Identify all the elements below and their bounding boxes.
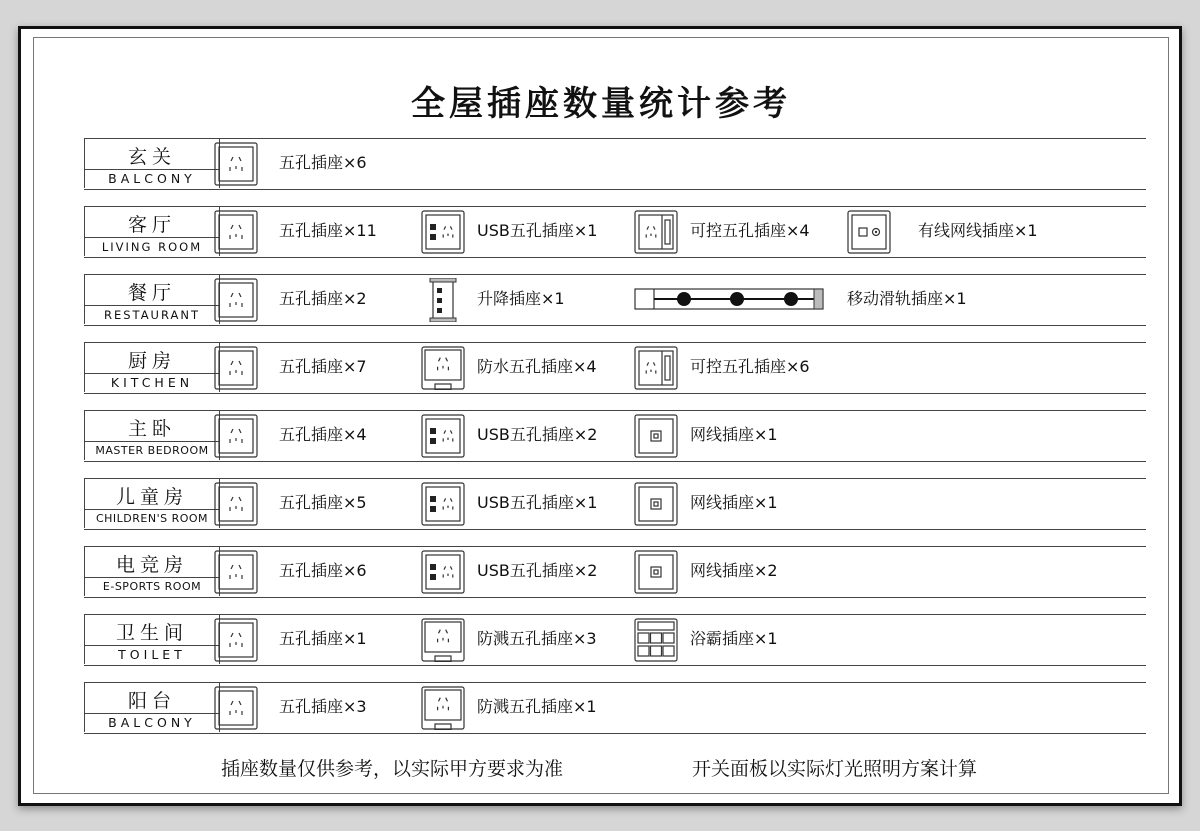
row-divider	[84, 325, 1146, 326]
socket-label: 网线插座×2	[690, 561, 778, 580]
room-name-cn: 卫生间	[115, 622, 188, 644]
five-hole-socket-icon	[214, 278, 258, 322]
room-name-en: BALCONY	[85, 169, 219, 189]
switched-five-hole-socket-icon	[634, 346, 678, 390]
room-label-box	[84, 342, 220, 392]
socket-label: USB五孔插座×1	[477, 221, 598, 240]
waterproof-socket-icon	[421, 346, 465, 390]
usb-five-hole-socket-icon	[421, 210, 465, 254]
room-name-cn: 主卧	[127, 418, 176, 440]
track-socket-icon	[634, 284, 824, 314]
room-name-en: MASTER BEDROOM	[85, 441, 219, 461]
room-row	[84, 342, 1146, 394]
room-label-box	[84, 546, 220, 596]
room-row	[84, 410, 1146, 462]
network-socket-icon	[634, 414, 678, 458]
tv-network-socket-icon	[847, 210, 891, 254]
room-row	[84, 138, 1146, 190]
room-name-cn: 儿童房	[115, 486, 188, 508]
row-divider	[84, 478, 1146, 479]
document-sheet	[18, 26, 1182, 806]
socket-label: 五孔插座×6	[279, 153, 367, 172]
socket-label: USB五孔插座×2	[477, 561, 598, 580]
room-name-en: BALCONY	[85, 713, 219, 733]
room-label-box	[84, 682, 220, 732]
socket-label: 五孔插座×3	[279, 697, 367, 716]
row-divider	[84, 393, 1146, 394]
room-name-cn: 玄关	[127, 146, 176, 168]
socket-label: 可控五孔插座×6	[690, 357, 810, 376]
switched-five-hole-socket-icon	[634, 210, 678, 254]
socket-label: 有线网线插座×1	[918, 221, 1038, 240]
row-divider	[84, 189, 1146, 190]
room-label-box	[84, 410, 220, 460]
room-label-box	[84, 206, 220, 256]
room-name-en: E-SPORTS ROOM	[85, 577, 219, 597]
socket-label: 五孔插座×5	[279, 493, 367, 512]
row-divider	[84, 614, 1146, 615]
row-divider	[84, 546, 1146, 547]
room-name-cn: 电竞房	[115, 554, 188, 576]
usb-five-hole-socket-icon	[421, 414, 465, 458]
socket-label: 五孔插座×1	[279, 629, 367, 648]
socket-label: 五孔插座×2	[279, 289, 367, 308]
socket-label: 五孔插座×4	[279, 425, 367, 444]
row-divider	[84, 138, 1146, 139]
row-divider	[84, 665, 1146, 666]
room-row	[84, 478, 1146, 530]
room-row	[84, 614, 1146, 666]
room-row	[84, 206, 1146, 258]
network-socket-icon	[634, 550, 678, 594]
room-row	[84, 274, 1146, 326]
usb-five-hole-socket-icon	[421, 550, 465, 594]
socket-label: 升降插座×1	[477, 289, 565, 308]
room-label-box	[84, 274, 220, 324]
splashproof-socket-icon	[421, 618, 465, 662]
socket-label: 网线插座×1	[690, 493, 778, 512]
splashproof-socket-icon	[421, 686, 465, 730]
row-divider	[84, 257, 1146, 258]
socket-label: USB五孔插座×2	[477, 425, 598, 444]
room-name-cn: 客厅	[127, 214, 176, 236]
socket-label: 五孔插座×11	[279, 221, 377, 240]
socket-label: 移动滑轨插座×1	[847, 289, 967, 308]
room-name-en: CHILDREN'S ROOM	[85, 509, 219, 529]
five-hole-socket-icon	[214, 482, 258, 526]
room-name-en: LIVING ROOM	[85, 237, 219, 257]
row-divider	[84, 597, 1146, 598]
page-title: 全屋插座数量统计参考	[411, 84, 791, 124]
row-divider	[84, 410, 1146, 411]
note-left: 插座数量仅供参考，以实际甲方要求为准	[221, 758, 564, 780]
room-row	[84, 546, 1146, 598]
row-divider	[84, 342, 1146, 343]
socket-label: 防水五孔插座×4	[477, 357, 597, 376]
bath-heater-panel-icon	[634, 618, 678, 662]
socket-label: 五孔插座×7	[279, 357, 367, 376]
room-name-cn: 阳台	[127, 690, 176, 712]
row-divider	[84, 461, 1146, 462]
socket-label: 防溅五孔插座×1	[477, 697, 597, 716]
note-right: 开关面板以实际灯光照明方案计算	[692, 758, 978, 780]
room-name-cn: 厨房	[127, 350, 176, 372]
room-name-en: RESTAURANT	[85, 305, 219, 325]
room-label-box	[84, 478, 220, 528]
pop-up-socket-icon	[421, 278, 465, 322]
document-frame	[33, 37, 1169, 794]
five-hole-socket-icon	[214, 686, 258, 730]
socket-label: 网线插座×1	[690, 425, 778, 444]
room-name-en: TOILET	[85, 645, 219, 665]
socket-label: USB五孔插座×1	[477, 493, 598, 512]
socket-label: 五孔插座×6	[279, 561, 367, 580]
row-divider	[84, 529, 1146, 530]
socket-label: 防溅五孔插座×3	[477, 629, 597, 648]
row-divider	[84, 682, 1146, 683]
room-name-en: KITCHEN	[85, 373, 219, 393]
usb-five-hole-socket-icon	[421, 482, 465, 526]
network-socket-icon	[634, 482, 678, 526]
room-name-cn: 餐厅	[127, 282, 176, 304]
row-divider	[84, 733, 1146, 734]
room-row	[84, 682, 1146, 734]
row-divider	[84, 274, 1146, 275]
five-hole-socket-icon	[214, 414, 258, 458]
room-label-box	[84, 614, 220, 664]
socket-label: 可控五孔插座×4	[690, 221, 810, 240]
five-hole-socket-icon	[214, 346, 258, 390]
five-hole-socket-icon	[214, 142, 258, 186]
five-hole-socket-icon	[214, 618, 258, 662]
socket-label: 浴霸插座×1	[690, 629, 778, 648]
five-hole-socket-icon	[214, 210, 258, 254]
five-hole-socket-icon	[214, 550, 258, 594]
room-label-box	[84, 138, 220, 188]
